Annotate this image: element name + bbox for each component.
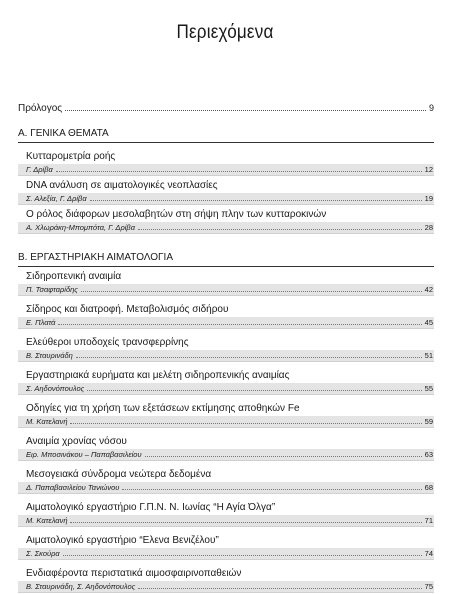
toc-entry (18, 568, 434, 594)
entry-author-bar (18, 548, 434, 560)
dot-leader (138, 229, 422, 230)
entry-author-bar (18, 317, 434, 329)
toc-entry (18, 535, 434, 561)
entry-page: 51 (424, 351, 433, 360)
prologue-page: 9 (428, 103, 434, 113)
section-heading: Α. ΓΕΝΙΚΑ ΘΕΜΑΤΑ (18, 127, 434, 143)
entry-page: 45 (424, 318, 433, 327)
entry-authors: Σ. Σκούρα (26, 549, 60, 558)
toc-entry (18, 370, 434, 396)
entry-title: Αιματολογικό εργαστήριο “Ελενα Βενιζέλου” (26, 535, 219, 546)
entry-author-bar (18, 193, 434, 205)
entry-page: 28 (424, 223, 433, 232)
dot-leader (70, 423, 421, 424)
entry-authors: Μ. Κατελανή (26, 516, 68, 525)
toc-entry (18, 209, 434, 235)
dot-leader (81, 291, 422, 292)
section-laboratory-hematology (18, 251, 434, 594)
entry-authors: Μ. Κατελανή (26, 417, 68, 426)
entry-authors: Ειρ. Μποσινάκου – Παπαβασιλείου (26, 450, 142, 459)
entry-author-bar (18, 284, 434, 296)
dot-leader (145, 456, 422, 457)
entry-page: 63 (424, 450, 433, 459)
toc-entry (18, 337, 434, 363)
entry-author-bar (18, 449, 434, 461)
entry-authors: Σ. Αλεξία, Γ. Δρίβα (26, 194, 87, 203)
toc-entry (18, 502, 434, 528)
entry-page: 12 (424, 165, 433, 174)
entry-authors: Ε. Πλατά (26, 318, 56, 327)
entry-author-bar (18, 164, 434, 176)
section-general-topics (18, 127, 434, 235)
entry-author-bar (18, 350, 434, 362)
entry-author-bar (18, 416, 434, 428)
dot-leader (63, 555, 422, 556)
dot-leader (70, 522, 421, 523)
entry-title: Αναιμία χρονίας νόσου (26, 436, 127, 447)
entry-title: DNA ανάλυση σε αιματολογικές νεοπλασίες (26, 180, 218, 191)
entry-authors: Α. Χλωράκη-Μπομπότα, Γ. Δρίβα (26, 223, 135, 232)
entry-page: 42 (424, 285, 433, 294)
entry-author-bar (18, 383, 434, 395)
entry-title: Ο ρόλος διάφορων μεσολαβητών στη σήψη πλην των κυτταροκινών (26, 209, 327, 220)
entry-page: 55 (424, 384, 433, 393)
entry-title: Εργαστηριακά ευρήματα και μελέτη σιδηροπενικής αναιμίας (26, 370, 290, 381)
entry-title: Μεσογειακά σύνδρομα νεώτερα δεδομένα (26, 469, 212, 480)
entry-author-bar (18, 581, 434, 593)
toc-entry (18, 403, 434, 429)
entry-title: Αιματολογικό εργαστήριο Γ.Π.Ν. Ν. Ιωνίας “Η Αγία Όλγα” (26, 502, 276, 513)
dot-leader (65, 110, 426, 111)
entry-authors: Β. Σταυρινάδη, Σ. Αηδονόπουλος (26, 582, 136, 591)
entry-title: Ενδιαφέροντα περιστατικά αιμοσφαιρινοπαθειών (26, 568, 242, 579)
entry-page: 68 (424, 483, 433, 492)
entry-author-bar (18, 482, 434, 494)
toc-entry (18, 151, 434, 177)
entry-title: Σίδηρος και διατροφή. Μεταβολισμός σιδήρου (26, 304, 229, 315)
dot-leader (87, 390, 421, 391)
prologue-entry (18, 103, 434, 114)
entry-author-bar (18, 515, 434, 527)
dot-leader (90, 200, 422, 201)
entry-title: Ελεύθεροι υποδοχείς τρανσφερρίνης (26, 337, 189, 348)
entry-authors: Δ. Παπαβασιλείου Τανιώνου (26, 483, 120, 492)
toc-entry (18, 180, 434, 206)
entry-authors: Σ. Αηδονόπουλος (26, 384, 85, 393)
entry-page: 19 (424, 194, 433, 203)
page-title: Περιεχόμενα (176, 22, 274, 43)
entry-title: Κυτταρομετρία ροής (26, 151, 116, 162)
entry-page: 74 (424, 549, 433, 558)
entry-page: 75 (424, 582, 433, 591)
section-heading: Β. ΕΡΓΑΣΤΗΡΙΑΚΗ ΑΙΜΑΤΟΛΟΓΙΑ (18, 251, 434, 267)
entry-author-bar (18, 222, 434, 234)
entry-page: 59 (424, 417, 433, 426)
prologue-label: Πρόλογος (18, 103, 63, 114)
dot-leader (76, 357, 422, 358)
toc-entry (18, 271, 434, 297)
dot-leader (58, 324, 421, 325)
toc-entry (18, 304, 434, 330)
dot-leader (138, 588, 421, 589)
toc-entry (18, 469, 434, 495)
entry-authors: Β. Σταυρινάδη (26, 351, 73, 360)
entry-title: Οδηγίες για τη χρήση των εξετάσεων εκτίμησης αποθηκών Fe (26, 403, 300, 414)
dot-leader (122, 489, 421, 490)
entry-authors: Γ. Δρίβα (26, 165, 53, 174)
entry-authors: Π. Τσαφταρίδης (26, 285, 78, 294)
dot-leader (56, 171, 422, 172)
entry-page: 71 (424, 516, 433, 525)
toc-entry (18, 436, 434, 462)
entry-title: Σιδηροπενική αναιμία (26, 271, 122, 282)
